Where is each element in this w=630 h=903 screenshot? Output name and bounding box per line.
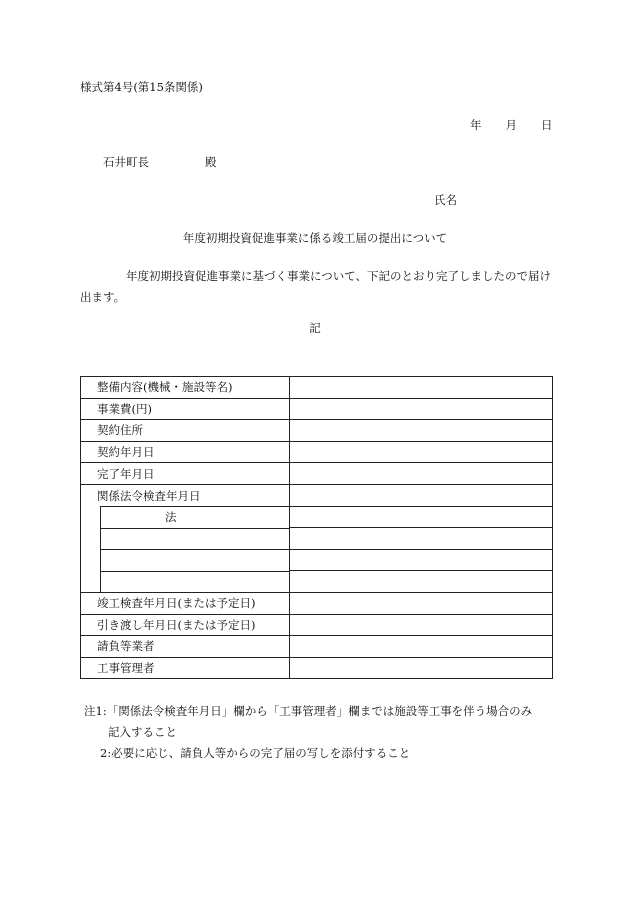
table-row bbox=[81, 614, 553, 636]
table-row bbox=[81, 377, 553, 399]
row-label: 契約住所 bbox=[81, 420, 290, 442]
addressee bbox=[103, 157, 217, 169]
addressee-name: 石井町長 bbox=[103, 155, 149, 169]
form-number: 様式第4号(第15条関係) bbox=[80, 80, 203, 94]
date-line bbox=[470, 120, 553, 132]
row-value-cell[interactable] bbox=[290, 420, 553, 442]
law-blank-cell[interactable] bbox=[101, 528, 289, 550]
note-1: 注1:「関係法令検査年月日」欄から「工事管理者」欄までは施設等工事を伴う場合のみ bbox=[84, 704, 533, 718]
row-label: 契約年月日 bbox=[81, 441, 290, 463]
row-label: 事業費(円) bbox=[81, 398, 290, 420]
law-cell bbox=[81, 528, 290, 550]
row-value-cell[interactable] bbox=[290, 592, 553, 614]
law-value-cell[interactable] bbox=[290, 571, 553, 593]
notes bbox=[84, 701, 554, 764]
note-2: 2:必要に応じ、請負人等からの完了届の写しを添付すること bbox=[100, 746, 411, 760]
table-row bbox=[81, 592, 553, 614]
law-blank-cell[interactable] bbox=[101, 549, 289, 571]
note-1-continued: 記入すること bbox=[108, 725, 177, 739]
row-value-cell[interactable] bbox=[290, 441, 553, 463]
table-row bbox=[81, 506, 553, 528]
table-row bbox=[81, 398, 553, 420]
table-row bbox=[81, 657, 553, 679]
row-label: 整備内容(機械・施設等名) bbox=[81, 377, 290, 399]
day-label: 日 bbox=[541, 118, 553, 132]
inspection-label: 関係法令検査年月日 bbox=[81, 484, 290, 506]
month-label: 月 bbox=[505, 118, 517, 132]
law-cell bbox=[81, 571, 290, 593]
row-label: 請負等業者 bbox=[81, 636, 290, 658]
table-row bbox=[81, 484, 553, 506]
table-row bbox=[81, 571, 553, 593]
law-value-cell[interactable] bbox=[290, 506, 553, 528]
table-row bbox=[81, 549, 553, 571]
addressee-honorific: 殿 bbox=[205, 155, 217, 169]
row-label: 完了年月日 bbox=[81, 463, 290, 485]
completion-table bbox=[80, 376, 553, 679]
ki-heading: 記 bbox=[309, 321, 321, 335]
law-value-cell[interactable] bbox=[290, 549, 553, 571]
law-cell bbox=[81, 506, 290, 528]
row-value-cell[interactable] bbox=[290, 398, 553, 420]
inspection-value-cell[interactable] bbox=[290, 484, 553, 506]
table-row bbox=[81, 463, 553, 485]
row-label: 竣工検査年月日(または予定日) bbox=[81, 592, 290, 614]
row-value-cell[interactable] bbox=[290, 657, 553, 679]
law-blank-cell[interactable] bbox=[101, 571, 289, 592]
document-title: 年度初期投資促進事業に係る竣工届の提出について bbox=[182, 231, 448, 245]
row-value-cell[interactable] bbox=[290, 377, 553, 399]
table-row bbox=[81, 636, 553, 658]
row-value-cell[interactable] bbox=[290, 463, 553, 485]
row-value-cell[interactable] bbox=[290, 636, 553, 658]
table-row bbox=[81, 528, 553, 550]
row-label: 工事管理者 bbox=[81, 657, 290, 679]
row-value-cell[interactable] bbox=[290, 614, 553, 636]
law-cell bbox=[81, 549, 290, 571]
applicant-name-label: 氏名 bbox=[434, 193, 457, 207]
row-label: 引き渡し年月日(または予定日) bbox=[81, 614, 290, 636]
year-label: 年 bbox=[470, 118, 482, 132]
table-row bbox=[81, 420, 553, 442]
law-value-cell[interactable] bbox=[290, 528, 553, 550]
law-label: 法 bbox=[101, 506, 289, 528]
table-row bbox=[81, 441, 553, 463]
body-text: 年度初期投資促進事業に基づく事業について、下記のとおり完了しましたので届け出ます。 bbox=[80, 269, 552, 304]
